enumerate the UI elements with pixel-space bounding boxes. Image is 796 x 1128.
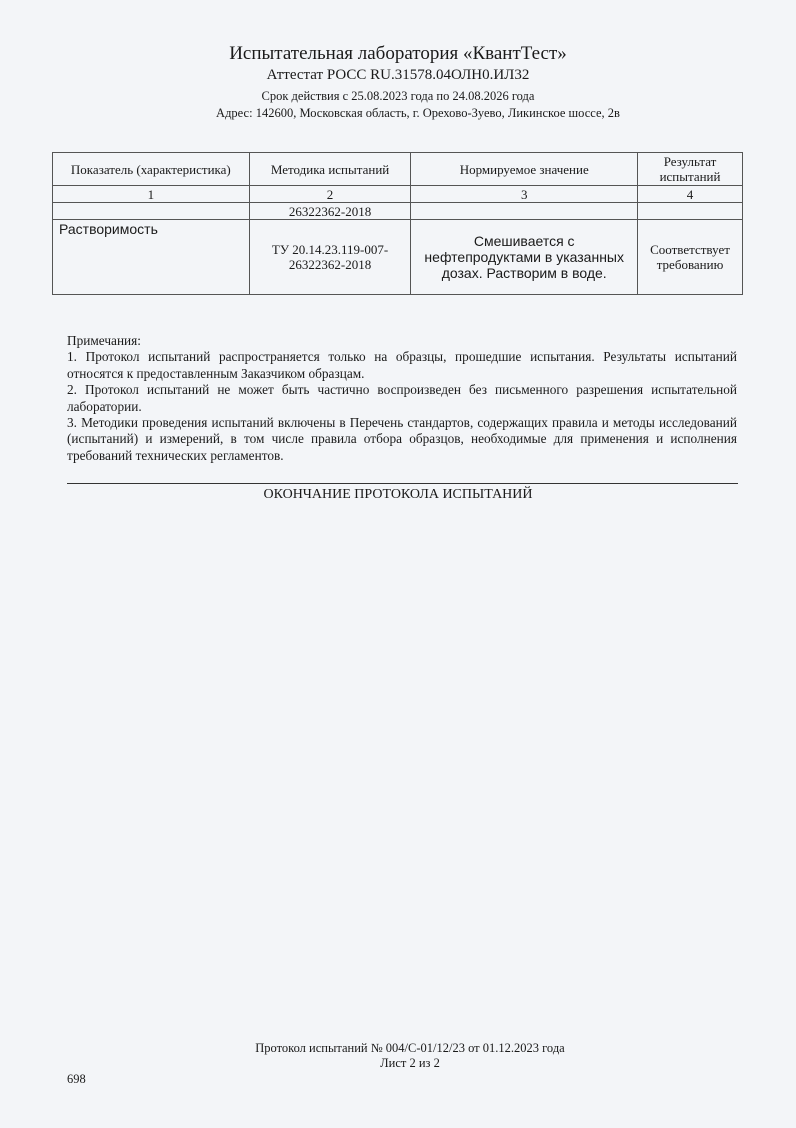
validity-period: Срок действия с 25.08.2023 года по 24.08.2026 года — [261, 89, 535, 103]
results-table — [52, 152, 743, 295]
note-item: 1. Протокол испытаний распространяется только на образцы, прошедшие испытания. Результаты испытаний относятся к предоставленным Заказчиком образцам. — [67, 349, 737, 381]
lab-name: Испытательная лаборатория «КвантТест» — [229, 43, 567, 64]
notes-title: Примечания: — [67, 333, 141, 348]
table-header-row — [53, 153, 743, 186]
column-number: 3 — [411, 186, 638, 203]
result-cell: Соответствует требованию — [638, 220, 743, 295]
protocol-end-title: ОКОНЧАНИЕ ПРОТОКОЛА ИСПЫТАНИЙ — [263, 487, 533, 502]
lab-address: Адрес: 142600, Московская область, г. Орехово-Зуево, Ликинское шоссе, 2в — [216, 106, 620, 120]
standard-row — [53, 203, 743, 220]
column-number: 1 — [53, 186, 250, 203]
property-cell: Растворимость — [53, 220, 250, 295]
header-result: Результат испытаний — [638, 153, 743, 186]
note-item: 2. Протокол испытаний не может быть частично воспроизведен без письменного разрешения испытательной лаборатории. — [67, 382, 737, 414]
empty-cell — [53, 203, 250, 220]
empty-cell — [411, 203, 638, 220]
column-number-row — [53, 186, 743, 203]
page-number: 698 — [67, 1072, 86, 1086]
footer-protocol: Протокол испытаний № 004/С-01/12/23 от 01.12.2023 года — [255, 1041, 565, 1055]
header-property: Показатель (характеристика) — [53, 153, 250, 186]
column-number: 4 — [638, 186, 743, 203]
note-item: 3. Методики проведения испытаний включены в Перечень стандартов, содержащих правила и методы исследований (испытаний) и измерений, в том числе правила отбора образцов, необходимые для применения и исполнения требований технических регламентов. — [67, 415, 737, 463]
notes-section — [67, 333, 737, 464]
column-number: 2 — [249, 186, 411, 203]
header-method: Методика испытаний — [249, 153, 411, 186]
header-norm: Нормируемое значение — [411, 153, 638, 186]
attestat-number: Аттестат РОСС RU.31578.04ОЛН0.ИЛ32 — [266, 67, 530, 83]
divider — [67, 483, 738, 484]
norm-cell: Смешивается с нефтепродуктами в указанных дозах. Растворим в воде. — [411, 220, 638, 295]
footer-sheet: Лист 2 из 2 — [380, 1056, 440, 1070]
empty-cell — [638, 203, 743, 220]
standard-number: 26322362-2018 — [249, 203, 411, 220]
table-row — [53, 220, 743, 295]
method-cell: ТУ 20.14.23.119-007-26322362-2018 — [249, 220, 411, 295]
